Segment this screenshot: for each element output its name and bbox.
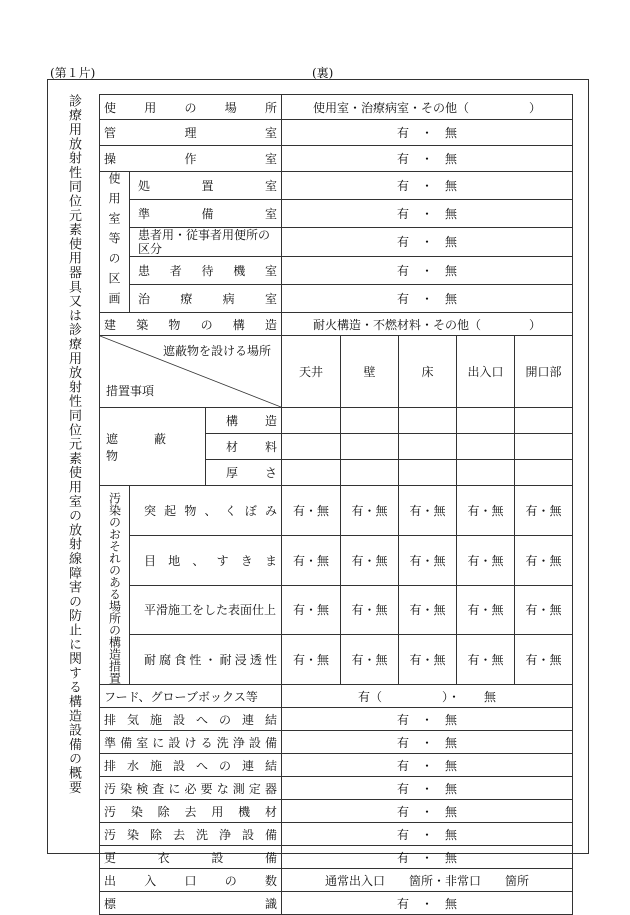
shield-thickness-label: 厚さ [206, 460, 282, 486]
toilet-division-label: 患者用・従事者用便所の区分 [130, 227, 282, 257]
prep-washing-value[interactable]: 有 ・ 無 [282, 731, 573, 754]
row-entrances [100, 869, 573, 892]
contam-joint-entrance[interactable]: 有・無 [457, 535, 515, 585]
contam-resistance-ceiling[interactable]: 有・無 [282, 635, 341, 685]
toilet-division-value[interactable]: 有 ・ 無 [282, 227, 573, 257]
decon-washing-value[interactable]: 有 ・ 無 [282, 823, 573, 846]
contam-protrusion-opening[interactable]: 有・無 [515, 486, 573, 536]
exhaust-label: 排気施設への連結 [100, 708, 282, 731]
shield-material-floor[interactable] [399, 434, 457, 460]
treatment-room-label: 処置室 [130, 172, 282, 200]
row-division-ward [100, 285, 573, 313]
entrances-label: 出入口の数 [100, 869, 282, 892]
row-contam-resistance [100, 635, 573, 685]
row-contam-meter [100, 777, 573, 800]
col-wall: 壁 [341, 336, 399, 408]
usage-place-value[interactable]: 使用室・治療病室・その他（ ） [282, 95, 573, 120]
contam-resistance-wall[interactable]: 有・無 [341, 635, 399, 685]
decon-equipment-value[interactable]: 有 ・ 無 [282, 800, 573, 823]
contam-smooth-wall[interactable]: 有・無 [341, 585, 399, 635]
decon-washing-label: 汚染除去洗浄設備 [100, 823, 282, 846]
shield-material-wall[interactable] [341, 434, 399, 460]
contam-smooth-entrance[interactable]: 有・無 [457, 585, 515, 635]
prep-room-value[interactable]: 有 ・ 無 [282, 199, 573, 227]
row-operation-room [100, 146, 573, 172]
row-building-structure [100, 313, 573, 336]
side-indicator: (裏) [312, 66, 334, 80]
contamination-group-label: 汚染のおそれのある場所の構造措置 [100, 486, 130, 685]
row-usage-place [100, 95, 573, 120]
contam-resistance-opening[interactable]: 有・無 [515, 635, 573, 685]
division-group-label: 使用室等の区画 [100, 172, 130, 313]
row-shield-structure [100, 408, 573, 434]
contam-resistance-label: 耐腐食性・耐浸透性 [130, 635, 282, 685]
contam-joint-floor[interactable]: 有・無 [399, 535, 457, 585]
col-entrance: 出入口 [457, 336, 515, 408]
row-division-toilet [100, 227, 573, 257]
contam-protrusion-floor[interactable]: 有・無 [399, 486, 457, 536]
usage-place-label: 使用の場所 [100, 95, 282, 120]
shield-thickness-wall[interactable] [341, 460, 399, 486]
drainage-label: 排水施設への連結 [100, 754, 282, 777]
row-division-prep [100, 199, 573, 227]
prep-washing-label: 準備室に設ける洗浄設備 [100, 731, 282, 754]
entrances-value[interactable]: 通常出入口 箇所・非常口 箇所 [282, 869, 573, 892]
changing-value[interactable]: 有 ・ 無 [282, 846, 573, 869]
hood-value[interactable]: 有（ ）・ 無 [282, 685, 573, 708]
contam-joint-label: 目地、すきま [130, 535, 282, 585]
contam-smooth-label: 平滑施工をした表面仕上 [130, 585, 282, 635]
control-room-label: 管理室 [100, 120, 282, 146]
shield-material-opening[interactable] [515, 434, 573, 460]
row-hood [100, 685, 573, 708]
measure-heading: 措置事項 [106, 384, 155, 398]
row-control-room [100, 120, 573, 146]
shield-structure-label: 構造 [206, 408, 282, 434]
shield-place-heading: 遮蔽物を設ける場所 [163, 344, 272, 358]
contam-meter-value[interactable]: 有 ・ 無 [282, 777, 573, 800]
control-room-value[interactable]: 有 ・ 無 [282, 120, 573, 146]
contam-resistance-floor[interactable]: 有・無 [399, 635, 457, 685]
contam-protrusion-entrance[interactable]: 有・無 [457, 486, 515, 536]
row-division-treatment [100, 172, 573, 200]
row-prep-washing [100, 731, 573, 754]
row-decon-washing [100, 823, 573, 846]
row-sign [100, 892, 573, 915]
treatment-ward-label: 治療病室 [130, 285, 282, 313]
sign-value[interactable]: 有 ・ 無 [282, 892, 573, 915]
form-title-vertical: 診療用放射性同位元素使用器具又は診療用放射性同位元素使用室の放射線障害の防止に関する構造設備の概要 [66, 94, 81, 795]
structure-form-table [99, 94, 573, 915]
drainage-value[interactable]: 有 ・ 無 [282, 754, 573, 777]
shield-structure-wall[interactable] [341, 408, 399, 434]
col-ceiling: 天井 [282, 336, 341, 408]
shield-thickness-opening[interactable] [515, 460, 573, 486]
col-opening: 開口部 [515, 336, 573, 408]
contam-protrusion-label: 突起物、くぼみ [130, 486, 282, 536]
changing-label: 更衣設備 [100, 846, 282, 869]
col-floor: 床 [399, 336, 457, 408]
row-shield-header [100, 336, 573, 408]
shield-thickness-entrance[interactable] [457, 460, 515, 486]
contam-protrusion-ceiling[interactable]: 有・無 [282, 486, 341, 536]
shield-label: 遮 蔽 物 [100, 408, 206, 486]
contam-resistance-entrance[interactable]: 有・無 [457, 635, 515, 685]
row-division-waiting [100, 257, 573, 285]
contam-joint-ceiling[interactable]: 有・無 [282, 535, 341, 585]
treatment-room-value[interactable]: 有 ・ 無 [282, 172, 573, 200]
contam-joint-opening[interactable]: 有・無 [515, 535, 573, 585]
shield-material-label: 材料 [206, 434, 282, 460]
contam-smooth-opening[interactable]: 有・無 [515, 585, 573, 635]
shield-thickness-ceiling[interactable] [282, 460, 341, 486]
operation-room-value[interactable]: 有 ・ 無 [282, 146, 573, 172]
waiting-room-value[interactable]: 有 ・ 無 [282, 257, 573, 285]
sheet-number: (第１片) [50, 66, 96, 80]
sign-label: 標識 [100, 892, 282, 915]
building-structure-label: 建築物の構造 [100, 313, 282, 336]
hood-label: フード、グローブボックス等 [100, 685, 282, 708]
row-drainage [100, 754, 573, 777]
shield-header-diagonal-cell [100, 336, 282, 408]
contam-smooth-ceiling[interactable]: 有・無 [282, 585, 341, 635]
shield-structure-floor[interactable] [399, 408, 457, 434]
exhaust-value[interactable]: 有 ・ 無 [282, 708, 573, 731]
building-structure-value[interactable]: 耐火構造・不燃材料・その他（ ） [282, 313, 573, 336]
contam-smooth-floor[interactable]: 有・無 [399, 585, 457, 635]
shield-material-entrance[interactable] [457, 434, 515, 460]
shield-material-ceiling[interactable] [282, 434, 341, 460]
shield-structure-entrance[interactable] [457, 408, 515, 434]
row-contam-joint [100, 535, 573, 585]
shield-thickness-floor[interactable] [399, 460, 457, 486]
row-contam-smooth [100, 585, 573, 635]
contam-meter-label: 汚染検査に必要な測定器 [100, 777, 282, 800]
operation-room-label: 操作室 [100, 146, 282, 172]
waiting-room-label: 患者待機室 [130, 257, 282, 285]
treatment-ward-value[interactable]: 有 ・ 無 [282, 285, 573, 313]
row-contam-protrusion [100, 486, 573, 536]
contam-protrusion-wall[interactable]: 有・無 [341, 486, 399, 536]
row-changing [100, 846, 573, 869]
shield-structure-opening[interactable] [515, 408, 573, 434]
decon-equipment-label: 汚染除去用機材 [100, 800, 282, 823]
row-exhaust [100, 708, 573, 731]
shield-structure-ceiling[interactable] [282, 408, 341, 434]
row-decon-equipment [100, 800, 573, 823]
contam-joint-wall[interactable]: 有・無 [341, 535, 399, 585]
prep-room-label: 準備室 [130, 199, 282, 227]
